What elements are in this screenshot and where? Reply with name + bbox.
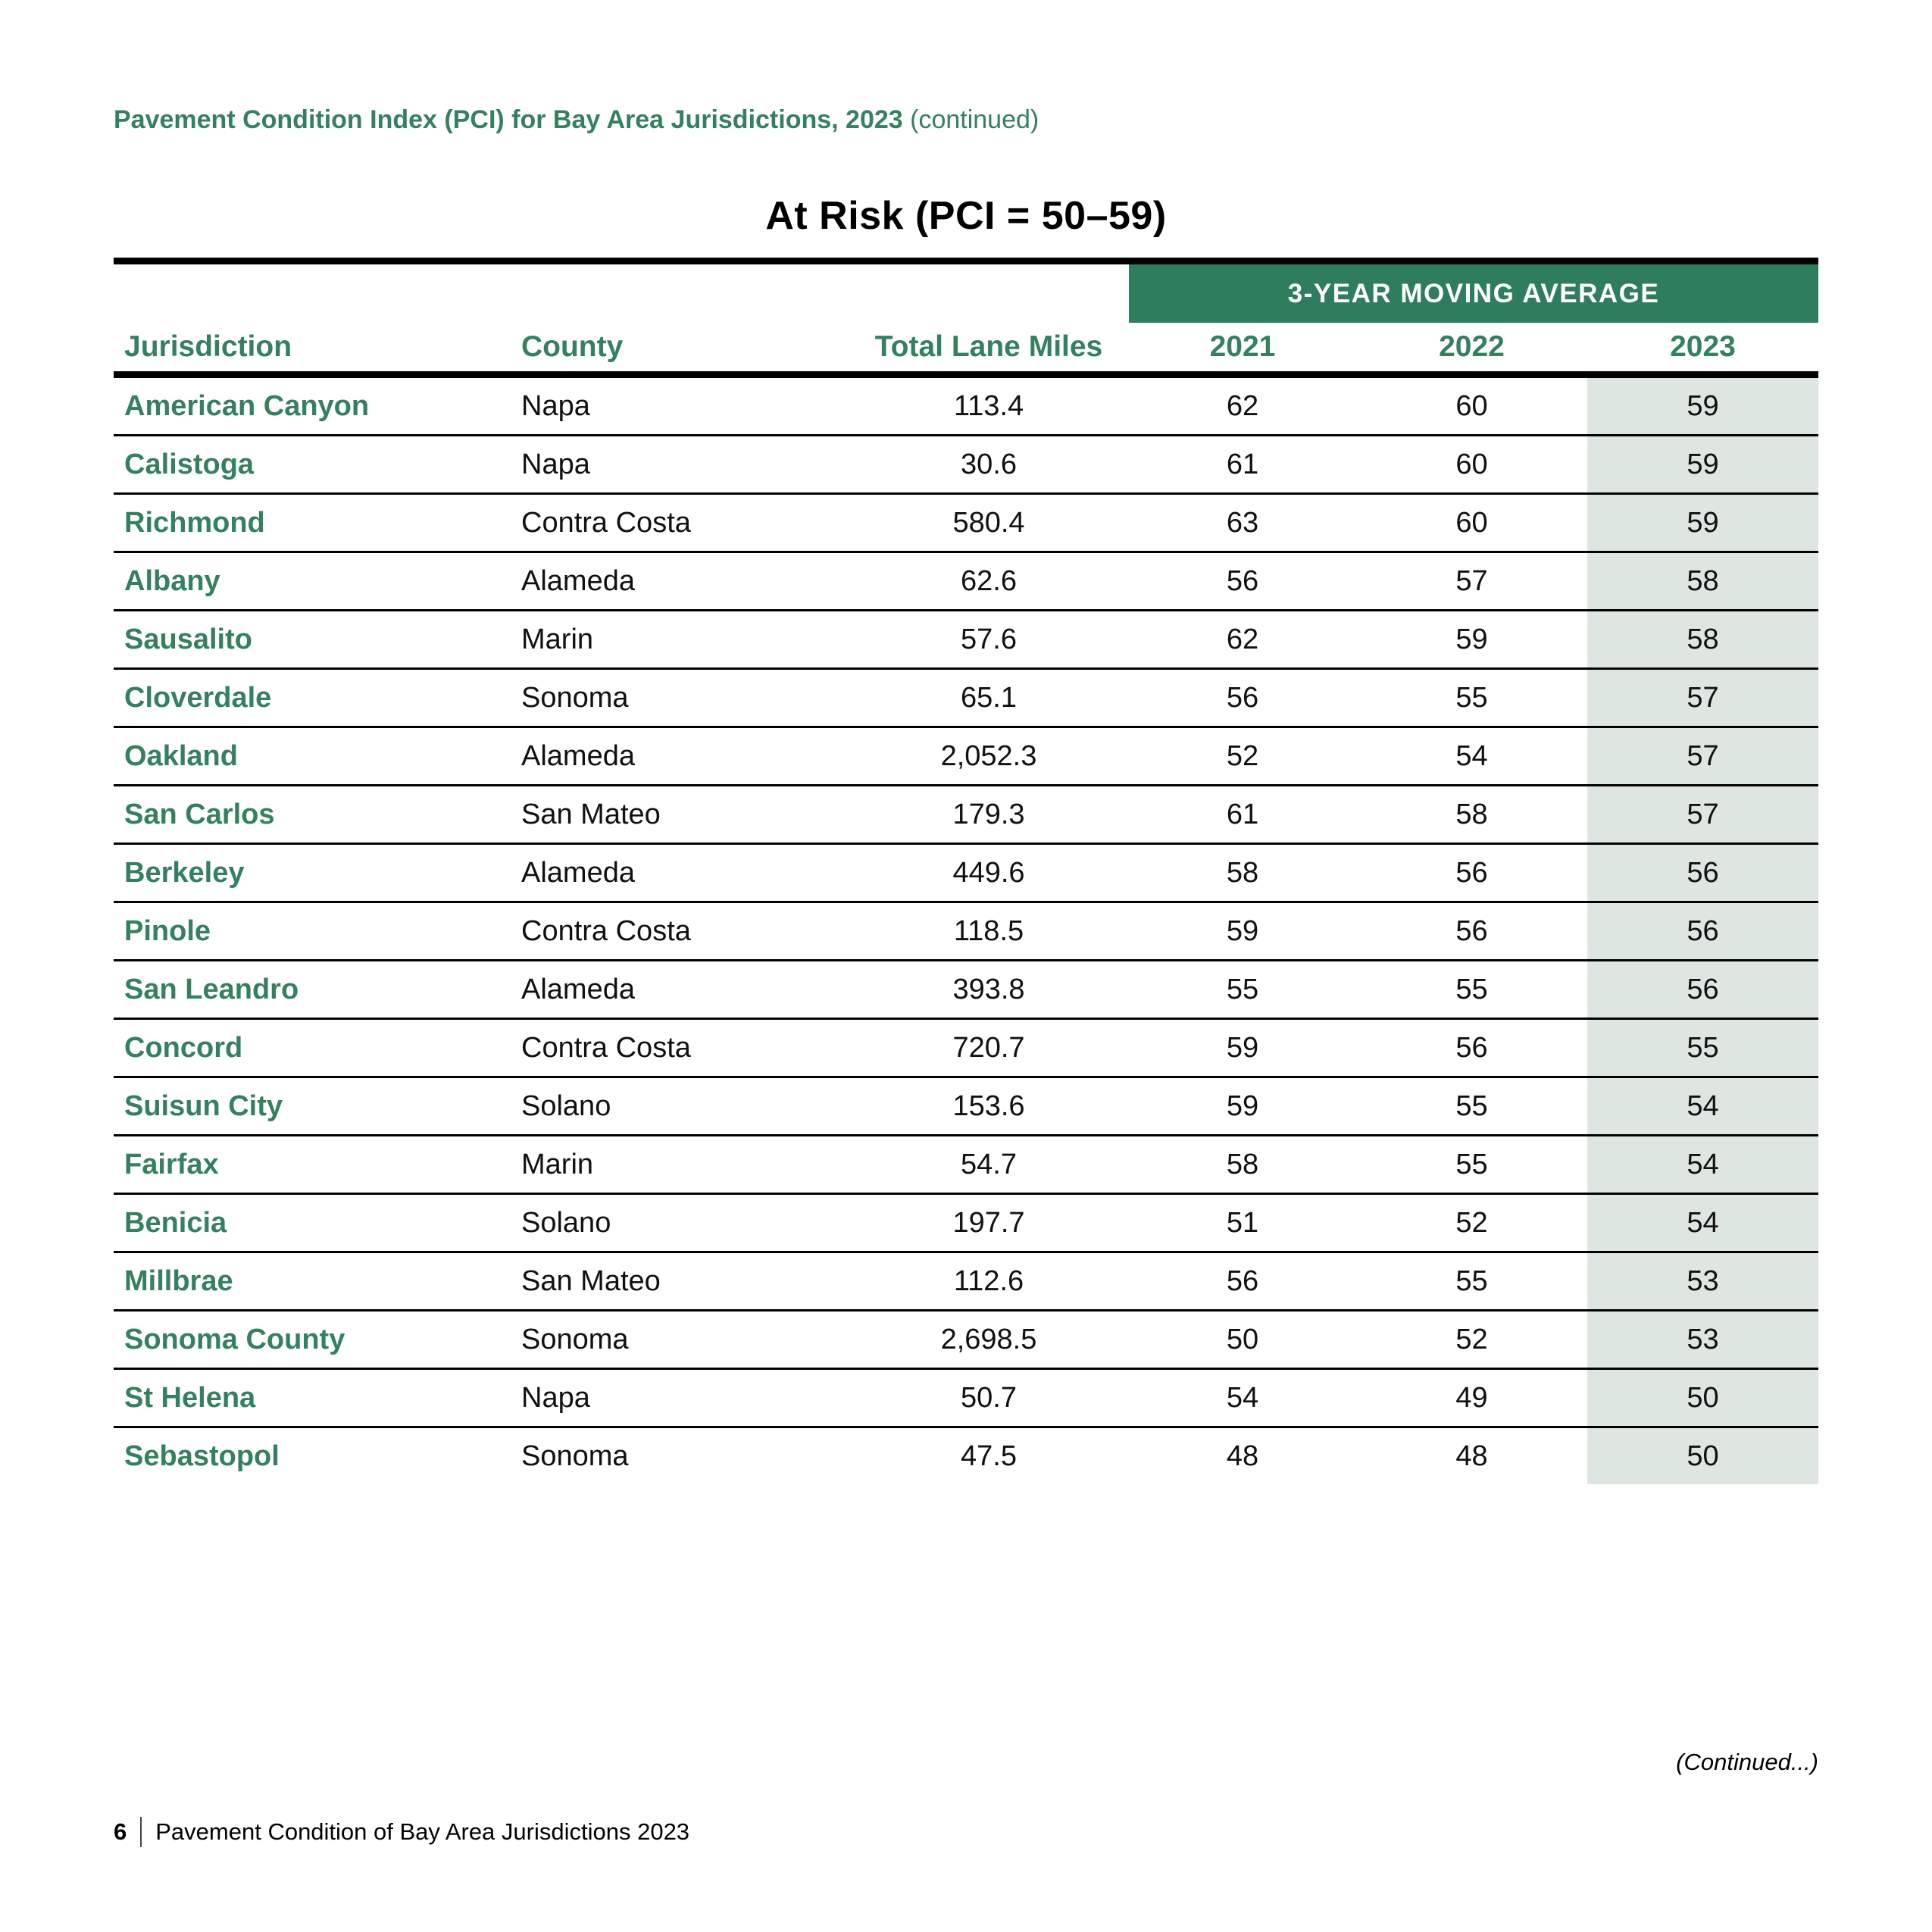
jurisdiction-cell: Sebastopol <box>124 1440 280 1472</box>
pci-2021-cell: 56 <box>1129 669 1356 727</box>
pci-2021-cell: 58 <box>1129 844 1356 902</box>
pci-2022-cell: 60 <box>1356 375 1587 436</box>
table-title: At Risk (PCI = 50–59) <box>765 194 1167 238</box>
county-cell: San Mateo <box>508 1252 849 1311</box>
pci-table <box>114 258 1818 1484</box>
lane-miles-cell: 580.4 <box>849 494 1129 552</box>
pci-2021-cell: 58 <box>1129 1136 1356 1194</box>
pci-2022-cell: 55 <box>1356 669 1587 727</box>
table-row <box>114 1252 1818 1311</box>
pci-2022-cell: 54 <box>1356 727 1587 786</box>
table-row <box>114 669 1818 727</box>
county-cell: Napa <box>508 436 849 494</box>
county-cell: Alameda <box>508 727 849 786</box>
pci-2023-cell: 58 <box>1587 552 1818 611</box>
column-header-2023: 2023 <box>1587 323 1818 375</box>
pci-2021-cell: 50 <box>1129 1311 1356 1369</box>
column-header-total-lane-miles: Total Lane Miles <box>849 323 1129 375</box>
pci-2022-cell: 56 <box>1356 844 1587 902</box>
table-row <box>114 375 1818 436</box>
pci-2023-cell: 54 <box>1587 1077 1818 1136</box>
jurisdiction-cell: Cloverdale <box>114 669 508 727</box>
pci-2022-cell: 55 <box>1356 961 1587 1019</box>
footer-report-title: Pavement Condition of Bay Area Jurisdictions 2023 <box>155 1818 690 1845</box>
lane-miles-cell: 57.6 <box>849 611 1129 669</box>
county-cell: Alameda <box>508 844 849 902</box>
county-cell: San Mateo <box>508 786 849 844</box>
column-header-row <box>114 323 1818 375</box>
pci-2021-cell: 61 <box>1129 436 1356 494</box>
report-section-header-title: Pavement Condition Index (PCI) for Bay Area Jurisdictions, 2023 <box>114 105 903 134</box>
table-row <box>114 1427 1818 1485</box>
lane-miles-cell: 112.6 <box>849 1252 1129 1311</box>
county-cell: Solano <box>508 1194 849 1252</box>
lane-miles-cell: 449.6 <box>849 844 1129 902</box>
jurisdiction-cell: Sonoma County <box>114 1311 508 1369</box>
pci-2023-cell: 50 <box>1587 1369 1818 1427</box>
page-footer <box>114 1817 689 1847</box>
footer-divider <box>140 1817 142 1847</box>
pci-2021-cell: 62 <box>1129 611 1356 669</box>
banner-row <box>114 261 1818 324</box>
pci-2021-cell: 63 <box>1129 494 1356 552</box>
table-row <box>114 1194 1818 1252</box>
pci-2022-cell: 55 <box>1356 1136 1587 1194</box>
pci-2023-cell: 57 <box>1587 669 1818 727</box>
lane-miles-cell: 153.6 <box>849 1077 1129 1136</box>
lane-miles-cell: 179.3 <box>849 786 1129 844</box>
pci-2023-cell: 54 <box>1587 1136 1818 1194</box>
pci-2021-cell: 59 <box>1129 1077 1356 1136</box>
table-row <box>114 1077 1818 1136</box>
pci-2023-cell: 53 <box>1587 1311 1818 1369</box>
pci-2023-cell: 57 <box>1587 786 1818 844</box>
jurisdiction-cell: Fairfax <box>114 1136 508 1194</box>
pci-2021-cell: 59 <box>1129 902 1356 961</box>
lane-miles-cell: 393.8 <box>849 961 1129 1019</box>
jurisdiction-cell: Suisun City <box>114 1077 508 1136</box>
lane-miles-cell: 47.5 <box>961 1440 1017 1472</box>
lane-miles-cell: 118.5 <box>849 902 1129 961</box>
column-header-2022: 2022 <box>1356 323 1587 375</box>
lane-miles-cell: 50.7 <box>849 1369 1129 1427</box>
table-row <box>114 611 1818 669</box>
lane-miles-cell: 62.6 <box>849 552 1129 611</box>
county-cell: Marin <box>508 611 849 669</box>
table-row <box>114 727 1818 786</box>
pci-2022-cell: 49 <box>1356 1369 1587 1427</box>
county-cell: Sonoma <box>508 1311 849 1369</box>
table-row <box>114 436 1818 494</box>
pci-2022-cell: 55 <box>1356 1252 1587 1311</box>
pci-2023-cell: 56 <box>1587 902 1818 961</box>
pci-2021-cell: 54 <box>1129 1369 1356 1427</box>
county-cell: Sonoma <box>521 1440 629 1472</box>
table-row <box>114 494 1818 552</box>
pci-2022-cell: 52 <box>1356 1194 1587 1252</box>
table-row <box>114 844 1818 902</box>
pci-2022-cell: 52 <box>1356 1311 1587 1369</box>
lane-miles-cell: 2,052.3 <box>849 727 1129 786</box>
county-cell: Contra Costa <box>508 902 849 961</box>
lane-miles-cell: 30.6 <box>849 436 1129 494</box>
pci-2023-cell: 56 <box>1587 961 1818 1019</box>
banner-spacer <box>114 261 1129 324</box>
pci-2023-cell: 59 <box>1587 375 1818 436</box>
pci-2022-cell: 59 <box>1356 611 1587 669</box>
pci-2022-cell: 48 <box>1455 1440 1488 1472</box>
county-cell: Napa <box>508 375 849 436</box>
lane-miles-cell: 113.4 <box>849 375 1129 436</box>
table-row <box>114 786 1818 844</box>
table-row <box>114 552 1818 611</box>
jurisdiction-cell: American Canyon <box>114 375 508 436</box>
county-cell: Alameda <box>508 552 849 611</box>
pci-2022-cell: 58 <box>1356 786 1587 844</box>
lane-miles-cell: 65.1 <box>849 669 1129 727</box>
county-cell: Contra Costa <box>508 1019 849 1077</box>
pci-2023-cell: 54 <box>1587 1194 1818 1252</box>
pci-2021-cell: 59 <box>1129 1019 1356 1077</box>
county-cell: Sonoma <box>508 669 849 727</box>
county-cell: Solano <box>508 1077 849 1136</box>
lane-miles-cell: 197.7 <box>849 1194 1129 1252</box>
jurisdiction-cell: Berkeley <box>114 844 508 902</box>
pci-2022-cell: 55 <box>1356 1077 1587 1136</box>
jurisdiction-cell: Concord <box>114 1019 508 1077</box>
jurisdiction-cell: Calistoga <box>114 436 508 494</box>
jurisdiction-cell: Richmond <box>114 494 508 552</box>
pci-2022-cell: 57 <box>1356 552 1587 611</box>
column-header-county: County <box>508 323 849 375</box>
continued-note: (Continued...) <box>1676 1749 1818 1775</box>
jurisdiction-cell: San Leandro <box>114 961 508 1019</box>
pci-2021-cell: 48 <box>1226 1440 1259 1472</box>
lane-miles-cell: 720.7 <box>849 1019 1129 1077</box>
pci-2022-cell: 56 <box>1356 902 1587 961</box>
column-header-2021: 2021 <box>1129 323 1356 375</box>
lane-miles-cell: 54.7 <box>849 1136 1129 1194</box>
pci-2023-cell: 56 <box>1587 844 1818 902</box>
table-row <box>114 902 1818 961</box>
jurisdiction-cell: Oakland <box>114 727 508 786</box>
pci-2021-cell: 52 <box>1129 727 1356 786</box>
lane-miles-cell: 2,698.5 <box>849 1311 1129 1369</box>
county-cell: Marin <box>508 1136 849 1194</box>
jurisdiction-cell: Albany <box>114 552 508 611</box>
jurisdiction-cell: Benicia <box>114 1194 508 1252</box>
pci-2021-cell: 51 <box>1129 1194 1356 1252</box>
pci-2023-cell: 53 <box>1587 1252 1818 1311</box>
pci-2023-cell: 55 <box>1587 1019 1818 1077</box>
county-cell: Alameda <box>508 961 849 1019</box>
table-row <box>114 1136 1818 1194</box>
pci-2022-cell: 60 <box>1356 436 1587 494</box>
pci-2023-cell: 57 <box>1587 727 1818 786</box>
table-row <box>114 961 1818 1019</box>
pci-2023-cell: 59 <box>1587 494 1818 552</box>
pci-2023-cell: 50 <box>1587 1427 1818 1485</box>
report-section-header <box>114 106 1039 134</box>
table-row <box>114 1311 1818 1369</box>
county-cell: Contra Costa <box>508 494 849 552</box>
county-cell: Napa <box>508 1369 849 1427</box>
jurisdiction-cell: Pinole <box>114 902 508 961</box>
jurisdiction-cell: Millbrae <box>114 1252 508 1311</box>
table-row <box>114 1369 1818 1427</box>
pci-2021-cell: 62 <box>1129 375 1356 436</box>
column-header-jurisdiction: Jurisdiction <box>114 323 508 375</box>
pci-2023-cell: 58 <box>1587 611 1818 669</box>
pci-2022-cell: 56 <box>1356 1019 1587 1077</box>
table-row <box>114 1019 1818 1077</box>
pci-2023-cell: 59 <box>1587 436 1818 494</box>
pci-2021-cell: 56 <box>1129 1252 1356 1311</box>
pci-2021-cell: 55 <box>1129 961 1356 1019</box>
pci-2021-cell: 56 <box>1129 552 1356 611</box>
page-number: 6 <box>114 1818 127 1845</box>
pci-2022-cell: 60 <box>1356 494 1587 552</box>
jurisdiction-cell: San Carlos <box>114 786 508 844</box>
report-section-header-continued: (continued) <box>902 105 1039 134</box>
jurisdiction-cell: Sausalito <box>114 611 508 669</box>
moving-average-banner: 3-YEAR MOVING AVERAGE <box>1129 261 1818 324</box>
pci-2021-cell: 61 <box>1129 786 1356 844</box>
jurisdiction-cell: St Helena <box>114 1369 508 1427</box>
